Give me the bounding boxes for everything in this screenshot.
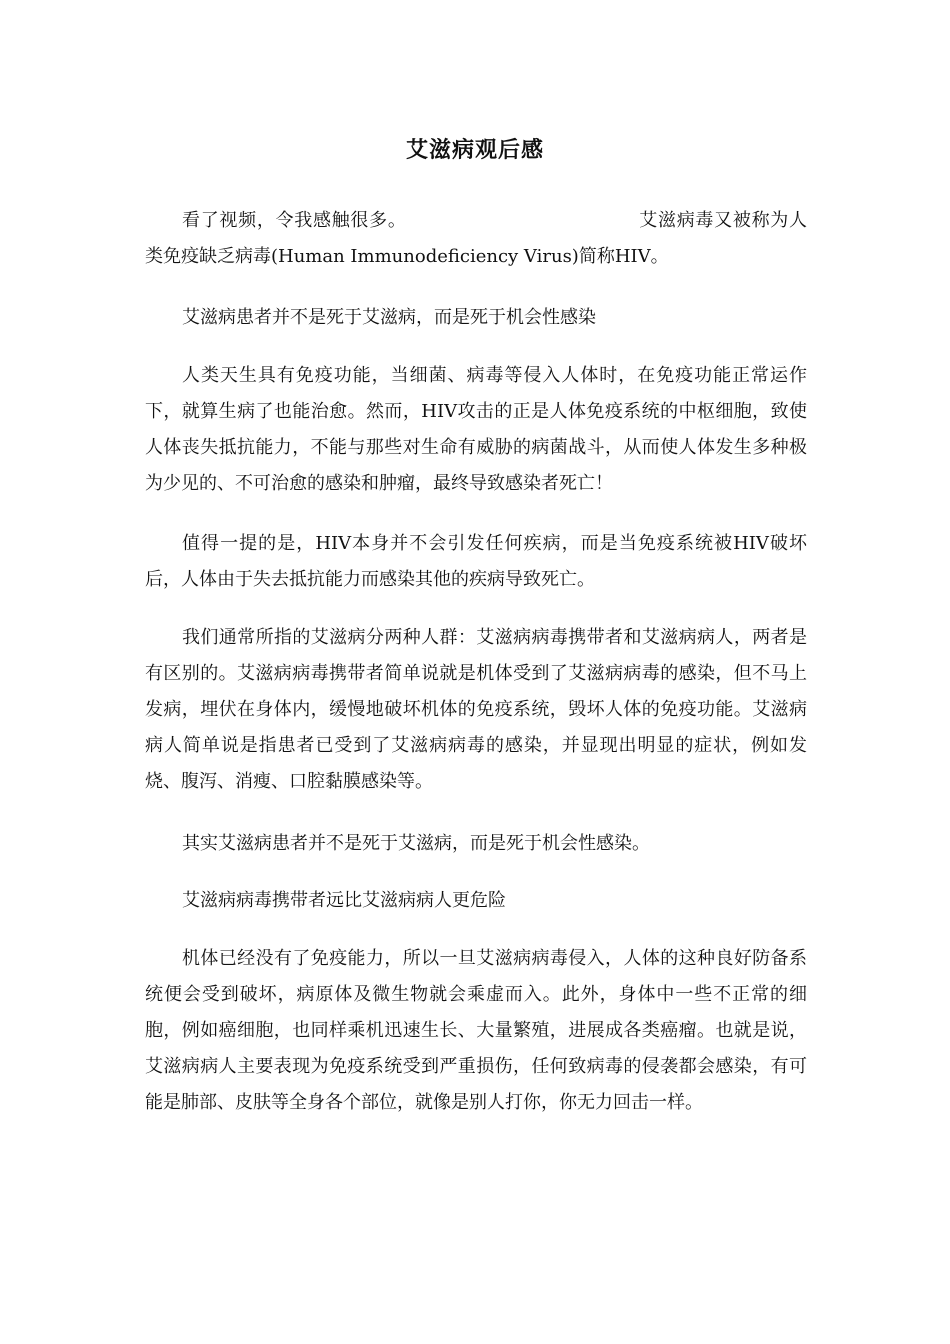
intro-sentence: 看了视频，令我感触很多。 [182,210,407,231]
paragraph-5 [145,620,807,800]
hiv-definition: 艾滋病毒又被称为人类免疫缺乏病毒(Human Immunodeficiency Virus)简称HIV。 [145,210,808,267]
paragraph-text: 值得一提的是，HIV本身并不会引发任何疾病，而是当免疫系统被HIV破坏后，人体由于失去抵抗能力而感染其他的疾病导致死亡。 [145,533,807,590]
paragraph-text: 人类天生具有免疫功能，当细菌、病毒等侵入人体时，在免疫功能正常运作下，就算生病了也能治愈。然而，HIV攻击的正是人体免疫系统的中枢细胞，致使人体丧失抵抗能力，不能与那些对生命有威胁的病菌战斗，从而使人体发生多种极为少见的、不可治愈的感染和肿瘤，最终导致感染者死亡！ [145,365,807,494]
paragraph-text: 艾滋病病毒携带者远比艾滋病病人更危险 [182,890,506,911]
document-title: 艾滋病观后感 [405,137,544,163]
paragraph-intro [145,203,807,275]
paragraph-8 [145,941,807,1121]
paragraph-7 [145,883,807,919]
paragraph-text: 我们通常所指的艾滋病分两种人群：艾滋病病毒携带者和艾滋病病人，两者是有区别的。艾滋病病毒携带者简单说就是机体受到了艾滋病病毒的感染，但不马上发病，埋伏在身体内，缓慢地破坏机体的免疫系统，毁坏人体的免疫功能。艾滋病病人简单说是指患者已受到了艾滋病病毒的感染，并显现出明显的症状，例如发烧、腹泻、消瘦、口腔黏膜感染等。 [145,627,807,792]
paragraph-4 [145,526,807,598]
paragraph-text: 机体已经没有了免疫能力，所以一旦艾滋病病毒侵入，人体的这种良好防备系统便会受到破坏，病原体及微生物就会乘虚而入。此外，身体中一些不正常的细胞，例如癌细胞，也同样乘机迅速生长、大量繁殖，进展成各类癌瘤。也就是说，艾滋病病人主要表现为免疫系统受到严重损伤，任何致病毒的侵袭都会感染，有可能是肺部、皮肤等全身各个部位，就像是别人打你，你无力回击一样。 [145,948,807,1113]
paragraph-6 [145,826,807,862]
paragraph-3 [145,358,807,502]
paragraph-2 [145,300,807,336]
paragraph-text: 艾滋病患者并不是死于艾滋病，而是死于机会性感染 [182,307,596,328]
paragraph-text: 其实艾滋病患者并不是死于艾滋病，而是死于机会性感染。 [182,833,650,854]
